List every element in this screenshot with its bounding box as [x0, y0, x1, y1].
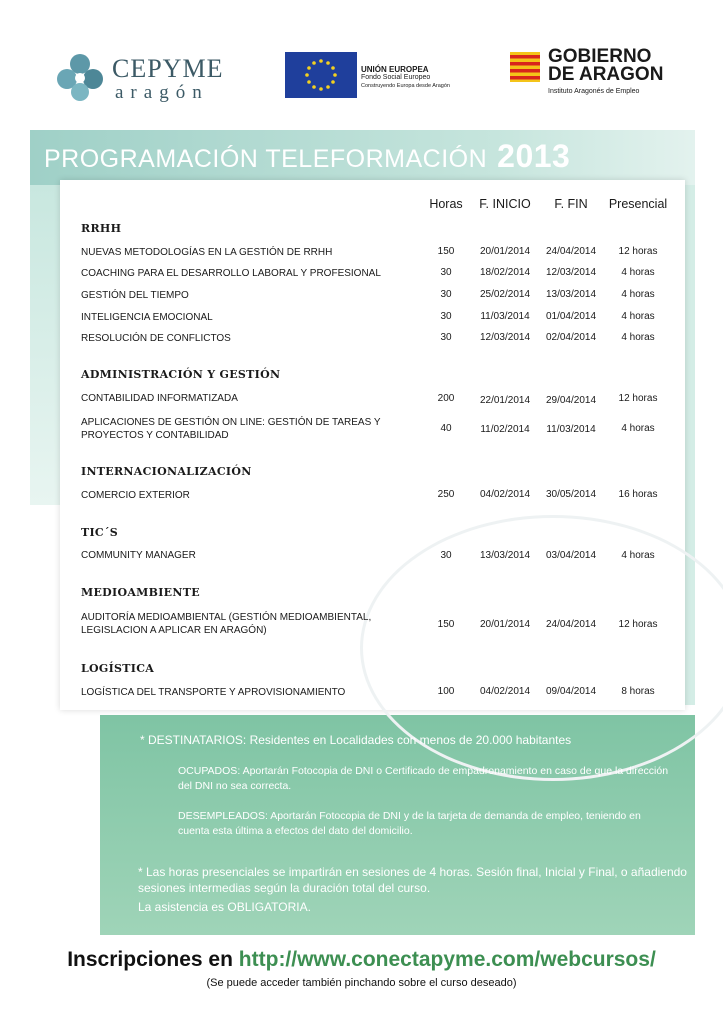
left-band: [30, 185, 60, 505]
aragon-institute: Instituto Aragonés de Empleo: [548, 88, 640, 95]
course-hours: 30: [440, 332, 452, 343]
col-presencial: Presencial: [608, 197, 668, 211]
aragon-name: [548, 48, 663, 84]
cepyme-logo: [55, 50, 235, 105]
course-start: 11/02/2014: [480, 424, 530, 435]
registration-label: Inscripciones en: [67, 948, 233, 971]
course-start: 20/01/2014: [479, 246, 531, 257]
course-name[interactable]: COMERCIO EXTERIOR: [81, 490, 190, 501]
aragon-line2: DE ARAGON: [548, 64, 664, 85]
course-name[interactable]: GESTIÓN DEL TIEMPO: [81, 290, 189, 301]
course-end: 13/03/2014: [545, 289, 597, 300]
course-end: 01/04/2014: [545, 311, 597, 322]
cepyme-region: aragón: [115, 82, 209, 103]
course-presencial: 12 horas: [618, 393, 658, 404]
course-name[interactable]: RESOLUCIÓN DE CONFLICTOS: [81, 333, 231, 344]
course-end: 11/03/2014: [546, 424, 596, 435]
course-presencial: 4 horas: [621, 267, 655, 278]
aragon-line1: GOBIERNO: [548, 46, 652, 67]
section-title: TIC´S: [81, 526, 119, 539]
section-title: INTERNACIONALIZACIÓN: [81, 465, 252, 478]
course-name[interactable]: COMMUNITY MANAGER: [81, 550, 196, 561]
page-title: [44, 138, 570, 175]
course-presencial: 16 horas: [618, 489, 658, 500]
course-hours: 100: [437, 686, 455, 697]
aragon-flag-icon: [510, 52, 540, 82]
course-end: 24/04/2014: [545, 619, 597, 630]
unemployed-note: DESEMPLEADOS: Aportarán Fotocopia de DNI y de la tarjeta de demanda de empleo, teniendo en cuenta esta última a efectos del dato del domicilio.: [178, 810, 641, 837]
course-hours: 30: [440, 311, 452, 322]
course-presencial: 4 horas: [621, 423, 655, 434]
course-start: 11/03/2014: [480, 311, 530, 322]
mandatory-note: La asistencia es OBLIGATORIA.: [138, 900, 311, 914]
course-start: 12/03/2014: [479, 332, 531, 343]
course-presencial: 4 horas: [621, 550, 655, 561]
course-name[interactable]: INTELIGENCIA EMOCIONAL: [81, 312, 213, 323]
course-hours: 30: [440, 267, 452, 278]
course-end: 02/04/2014: [545, 332, 597, 343]
course-end: 30/05/2014: [545, 489, 597, 500]
course-hours: 150: [437, 246, 455, 257]
course-presencial: 12 horas: [618, 246, 658, 257]
course-end: 24/04/2014: [545, 246, 597, 257]
section-title: LOGÍSTICA: [81, 662, 155, 675]
course-name[interactable]: APLICACIONES DE GESTIÓN ON LINE: GESTIÓN DE TAREAS Y PROYECTOS Y CONTABILIDAD: [81, 417, 381, 441]
col-start: F. INICIO: [479, 197, 531, 211]
registration-subtext: (Se puede acceder también pinchando sobre el curso deseado): [206, 977, 517, 989]
registration-line: [0, 948, 723, 972]
registration-link[interactable]: http://www.conectapyme.com/webcursos/: [238, 948, 656, 971]
course-presencial: 8 horas: [621, 686, 655, 697]
logo-bar: [0, 40, 723, 110]
course-start: 20/01/2014: [479, 619, 531, 630]
title-year: 2013: [497, 138, 571, 174]
course-hours: 30: [440, 550, 452, 561]
course-hours: 40: [440, 423, 452, 434]
course-end: 09/04/2014: [545, 686, 597, 697]
course-start: 13/03/2014: [479, 550, 531, 561]
eu-fund: Fondo Social Europeo: [361, 74, 431, 81]
eu-union: UNIÓN EUROPEA: [361, 65, 429, 74]
course-hours: 250: [437, 489, 455, 500]
aragon-logo: [510, 48, 670, 103]
course-end: 03/04/2014: [545, 550, 597, 561]
course-hours: 150: [437, 619, 455, 630]
course-hours: 30: [440, 289, 452, 300]
employed-note: OCUPADOS: Aportarán Fotocopia de DNI o Certificado de empadronamiento en caso de que la dirección del DNI no sea correcta.: [178, 765, 669, 792]
course-name[interactable]: CONTABILIDAD INFORMATIZADA: [81, 393, 238, 404]
course-name[interactable]: AUDITORÍA MEDIOAMBIENTAL (GESTIÓN MEDIOAMBIENTAL, LEGISLACION A APLICAR EN ARAGÓN): [81, 612, 372, 636]
course-start: 04/02/2014: [479, 686, 531, 697]
col-end: F. FIN: [554, 197, 588, 211]
course-presencial: 4 horas: [621, 289, 655, 300]
eu-logo: [285, 52, 460, 100]
course-hours: 200: [437, 393, 455, 404]
course-name[interactable]: COACHING PARA EL DESARROLLO LABORAL Y PROFESIONAL: [81, 268, 381, 279]
course-presencial: 4 horas: [621, 332, 655, 343]
course-name[interactable]: LOGÍSTICA DEL TRANSPORTE Y APROVISIONAMIENTO: [81, 687, 346, 698]
col-hours: Horas: [429, 197, 463, 211]
course-start: 04/02/2014: [479, 489, 531, 500]
course-name[interactable]: NUEVAS METODOLOGÍAS EN LA GESTIÓN DE RRHH: [81, 247, 333, 258]
course-start: 22/01/2014: [479, 395, 531, 406]
course-presencial: 4 horas: [621, 311, 655, 322]
eu-motto: Construyendo Europa desde Aragón: [361, 83, 450, 89]
course-start: 18/02/2014: [479, 267, 531, 278]
section-title: RRHH: [81, 222, 122, 235]
course-end: 29/04/2014: [545, 395, 597, 406]
eu-text: [361, 66, 450, 90]
recipients-note: * DESTINATARIOS: Residentes en Localidades con menos de 20.000 habitantes: [140, 733, 572, 747]
section-title: ADMINISTRACIÓN Y GESTIÓN: [81, 368, 281, 381]
course-presencial: 12 horas: [618, 619, 658, 630]
sessions-note: * Las horas presenciales se impartirán en sesiones de 4 horas. Sesión final, Inicial y Final, o añadiendo sesiones intermedias según la duración total del curso.: [138, 865, 687, 895]
course-end: 12/03/2014: [545, 267, 597, 278]
course-start: 25/02/2014: [479, 289, 531, 300]
eu-flag-icon: [285, 52, 357, 98]
cepyme-flower-icon: [55, 52, 105, 102]
section-title: MEDIOAMBIENTE: [81, 586, 200, 599]
title-text: PROGRAMACIÓN TELEFORMACIÓN: [44, 145, 488, 173]
cepyme-name: CEPYME: [112, 54, 224, 83]
